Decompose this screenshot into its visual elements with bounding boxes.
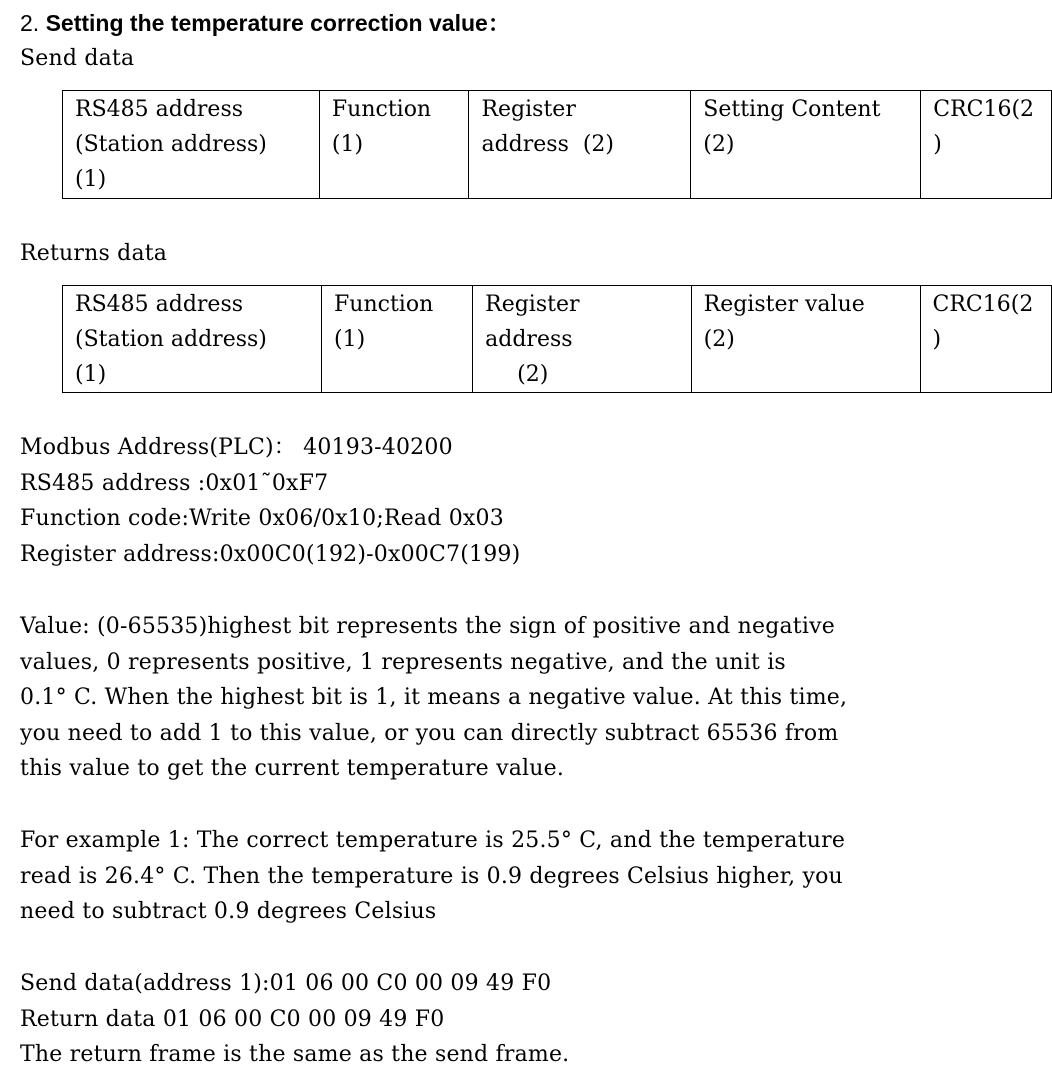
returns-data-label: Returns data	[20, 241, 168, 266]
paragraph-line: this value to get the current temperature value.	[20, 756, 565, 782]
value-paragraph	[20, 609, 980, 787]
cell-line: Function	[331, 97, 432, 122]
section-title: Setting the temperature correction value：	[45, 10, 511, 36]
send-data-label: Send data	[20, 46, 135, 71]
cell-line: CRC16(2	[932, 292, 1034, 317]
cell-line: (1)	[334, 327, 366, 352]
paragraph-line: need to subtract 0.9 degrees Celsius	[20, 899, 437, 925]
function-code-line: Function code:Write 0x06/0x10;Read 0x03	[20, 506, 504, 532]
frames-block	[20, 966, 980, 1073]
cell-line: CRC16(2	[933, 97, 1035, 122]
cell-line: Register	[485, 292, 580, 317]
register-value-cell	[691, 286, 920, 393]
cell-line: (1)	[75, 167, 107, 192]
cell-line: (Station address)	[75, 327, 267, 352]
return-frame-line: Return data 01 06 00 C0 00 09 49 F0	[20, 1006, 445, 1032]
register-address-cell	[473, 286, 691, 393]
frame-note-line: The return frame is the same as the send frame.	[20, 1042, 570, 1068]
rs485-address-range-line: RS485 address :0x01˜0xF7	[20, 470, 329, 496]
example-paragraph	[20, 823, 980, 930]
table-row	[63, 286, 1052, 393]
function-cell	[322, 286, 473, 393]
register-address-range-line: Register address:0x00C0(192)-0x00C7(199)	[20, 541, 521, 567]
cell-line: Register value	[703, 292, 865, 317]
crc16-cell	[920, 286, 1051, 393]
register-address-cell	[469, 91, 691, 199]
cell-line: (2)	[703, 327, 735, 352]
cell-line: Function	[334, 292, 434, 317]
paragraph-line: read is 26.4° C. Then the temperature is 0.9 degrees Celsius higher, you	[20, 863, 843, 889]
cell-line: )	[933, 132, 942, 157]
setting-content-cell	[691, 91, 921, 199]
register-info-block	[20, 430, 980, 572]
cell-line: (1)	[75, 362, 107, 387]
cell-line: address	[485, 327, 573, 352]
cell-line: address (2)	[481, 132, 615, 157]
table-row	[63, 91, 1052, 199]
cell-line: (1)	[331, 132, 364, 157]
section-heading	[20, 6, 511, 40]
modbus-address-line: Modbus Address(PLC)： 40193-40200	[20, 435, 453, 460]
send-frame-line: Send data(address 1):01 06 00 C0 00 09 49 F0	[20, 971, 552, 996]
paragraph-line: you need to add 1 to this value, or you can directly subtract 65536 from	[20, 720, 839, 746]
cell-line: (2)	[703, 132, 735, 157]
paragraph-line: values, 0 represents positive, 1 represents negative, and the unit is	[20, 649, 786, 675]
returns-data-table	[62, 285, 1052, 393]
cell-line: Setting Content	[703, 97, 881, 122]
paragraph-line: For example 1: The correct temperature is 25.5° C, and the temperature	[20, 828, 846, 853]
rs485-address-cell	[63, 91, 320, 199]
cell-line: RS485 address	[75, 97, 244, 122]
cell-line: (Station address)	[75, 132, 267, 157]
rs485-address-cell	[63, 286, 322, 393]
paragraph-line: Value: (0-65535)highest bit represents the sign of positive and negative	[20, 614, 835, 639]
send-data-table	[62, 90, 1052, 199]
cell-line: Register	[481, 97, 576, 122]
paragraph-line: 0.1° C. When the highest bit is 1, it means a negative value. At this time,	[20, 685, 848, 711]
function-cell	[319, 91, 469, 199]
cell-line: RS485 address	[75, 292, 244, 317]
section-number: 2.	[20, 10, 40, 36]
cell-line: )	[932, 327, 942, 352]
crc16-cell	[921, 91, 1052, 199]
cell-line: (2)	[517, 362, 549, 387]
